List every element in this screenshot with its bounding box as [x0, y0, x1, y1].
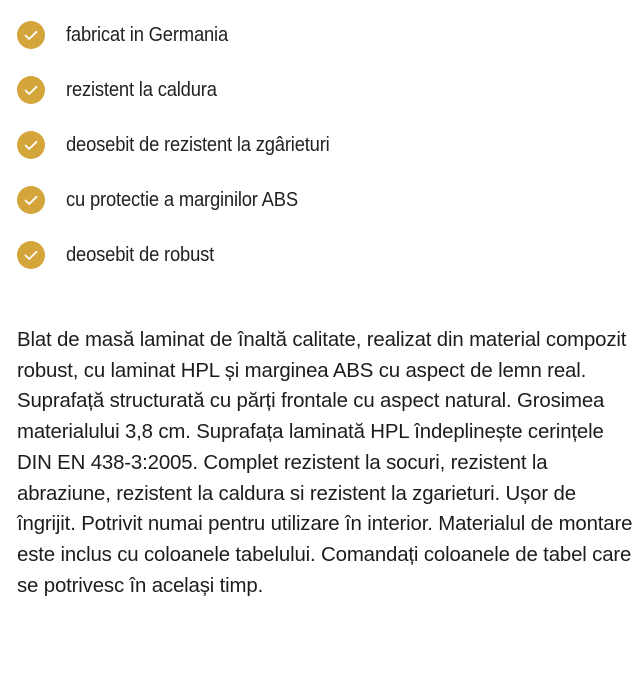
feature-label: cu protectie a marginilor ABS	[66, 188, 298, 211]
check-icon	[17, 241, 45, 269]
feature-label: deosebit de robust	[66, 243, 215, 266]
check-icon	[17, 186, 45, 214]
check-icon	[17, 131, 45, 159]
feature-item	[17, 21, 353, 49]
check-icon	[17, 76, 45, 104]
feature-item	[17, 131, 353, 159]
feature-list	[17, 21, 353, 296]
feature-item	[17, 186, 353, 214]
check-icon	[17, 21, 45, 49]
product-description: Blat de masă laminat de înaltă calitate, realizat din material compozit robust, cu laminat HPL și marginea ABS cu aspect de lemn real. Suprafață structurată cu părți frontale cu aspect natural. Grosimea materialului 3,8 cm. Suprafața laminată HPL îndeplinește cerințele DIN EN 438-3:2005. Complet rezistent la socuri, rezistent la abraziune, rezistent la caldura si rezistent la zgarieturi. Ușor de îngrijit. Potrivit numai pentru utilizare în interior. Materialul de montare este inclus cu coloanele tabelului. Comandați coloanele de tabel care se potrivesc în același timp.	[17, 329, 633, 597]
feature-label: fabricat in Germania	[66, 23, 229, 46]
feature-item	[17, 76, 353, 104]
feature-label: deosebit de rezistent la zgârieturi	[66, 133, 330, 156]
feature-label: rezistent la caldura	[66, 78, 217, 101]
feature-item	[17, 241, 353, 269]
